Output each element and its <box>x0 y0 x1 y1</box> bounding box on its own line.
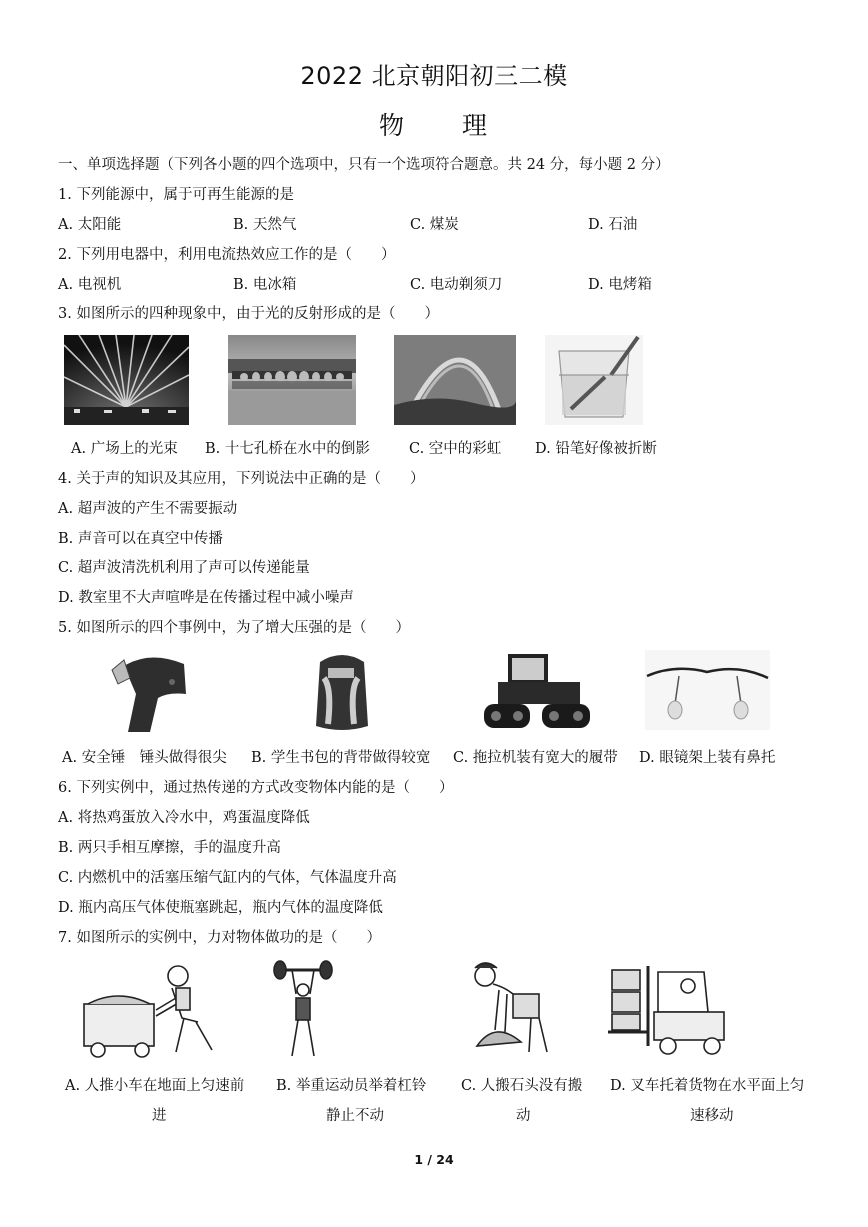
forklift-drawing <box>608 962 728 1060</box>
q7-caption-c-line1: C. 人搬石头没有搬 <box>461 1078 583 1094</box>
q7-caption-d-line1: D. 叉车托着货物在水平面上匀 <box>610 1078 805 1094</box>
section-heading: 一、单项选择题（下列各小题的四个选项中，只有一个选项符合题意。共 24 分，每小题 2 分） <box>58 157 670 173</box>
q2-option-a: A. 电视机 <box>58 277 122 293</box>
q6-option-c: C. 内燃机中的活塞压缩气缸内的气体，气体温度升高 <box>58 870 397 886</box>
page-number: 1 / 24 <box>414 1152 454 1167</box>
person-pushing-cart-drawing <box>80 962 228 1060</box>
q7-caption-d-line2: 速移动 <box>690 1108 734 1124</box>
q6-stem: 6. 下列实例中，通过热传递的方式改变物体内能的是（ ） <box>58 780 454 796</box>
q5-caption-b: B. 学生书包的背带做得较宽 <box>251 750 431 766</box>
q4-option-a: A. 超声波的产生不需要振动 <box>58 501 238 517</box>
subject-char-1: 物 <box>378 111 406 140</box>
rainbow-photo <box>394 335 516 425</box>
q4-option-b: B. 声音可以在真空中传播 <box>58 531 223 547</box>
tractor-with-tracks-image <box>480 648 593 734</box>
safety-hammer-image <box>110 648 190 734</box>
exam-title: 2022 北京朝阳初三二模 <box>300 62 568 90</box>
q1-option-c: C. 煤炭 <box>410 217 459 233</box>
q3-caption-d: D. 铅笔好像被折断 <box>535 441 657 457</box>
q1-option-b: B. 天然气 <box>233 217 297 233</box>
weightlifter-drawing <box>272 960 334 1060</box>
q7-caption-a-line2: 进 <box>152 1108 167 1124</box>
q2-stem: 2. 下列用电器中，利用电流热效应工作的是（ ） <box>58 247 396 263</box>
pencil-in-water-photo <box>545 335 643 425</box>
q6-option-d: D. 瓶内高压气体使瓶塞跳起，瓶内气体的温度降低 <box>58 900 383 916</box>
q6-option-b: B. 两只手相互摩擦，手的温度升高 <box>58 840 281 856</box>
q3-stem: 3. 如图所示的四种现象中，由于光的反射形成的是（ ） <box>58 306 439 322</box>
seventeen-arch-bridge-photo <box>228 335 356 425</box>
q3-caption-c: C. 空中的彩虹 <box>409 441 502 457</box>
q7-caption-c-line2: 动 <box>516 1108 531 1124</box>
q4-option-d: D. 教室里不大声喧哗是在传播过程中减小噪声 <box>58 590 354 606</box>
subject-title <box>0 106 868 142</box>
q2-option-b: B. 电冰箱 <box>233 277 297 293</box>
q5-caption-a: A. 安全锤 锤头做得很尖 <box>62 750 227 766</box>
q5-caption-c: C. 拖拉机装有宽大的履带 <box>453 750 618 766</box>
q5-caption-d: D. 眼镜架上装有鼻托 <box>639 750 776 766</box>
q7-stem: 7. 如图所示的实例中，力对物体做功的是（ ） <box>58 930 381 946</box>
q1-stem: 1. 下列能源中，属于可再生能源的是 <box>58 187 294 203</box>
q5-stem: 5. 如图所示的四个事例中，为了增大压强的是（ ） <box>58 620 410 636</box>
light-beams-photo <box>64 335 189 425</box>
q3-caption-a: A. 广场上的光束 <box>71 441 178 457</box>
q4-option-c: C. 超声波清洗机利用了声可以传递能量 <box>58 560 310 576</box>
q2-option-c: C. 电动剃须刀 <box>410 277 503 293</box>
q3-caption-b: B. 十七孔桥在水中的倒影 <box>205 441 370 457</box>
q4-stem: 4. 关于声的知识及其应用，下列说法中正确的是（ ） <box>58 471 425 487</box>
q1-option-a: A. 太阳能 <box>58 217 122 233</box>
person-lifting-stone-drawing <box>455 960 573 1060</box>
q7-caption-b-line1: B. 举重运动员举着杠铃 <box>276 1078 427 1094</box>
q7-caption-b-line2: 静止不动 <box>326 1108 384 1124</box>
q7-caption-a-line1: A. 人推小车在地面上匀速前 <box>65 1078 245 1094</box>
q2-option-d: D. 电烤箱 <box>588 277 652 293</box>
eyeglasses-nose-pad-image <box>645 650 770 730</box>
subject-char-2: 理 <box>462 111 490 140</box>
school-backpack-image <box>302 648 380 734</box>
q1-option-d: D. 石油 <box>588 217 638 233</box>
q6-option-a: A. 将热鸡蛋放入冷水中，鸡蛋温度降低 <box>58 810 310 826</box>
